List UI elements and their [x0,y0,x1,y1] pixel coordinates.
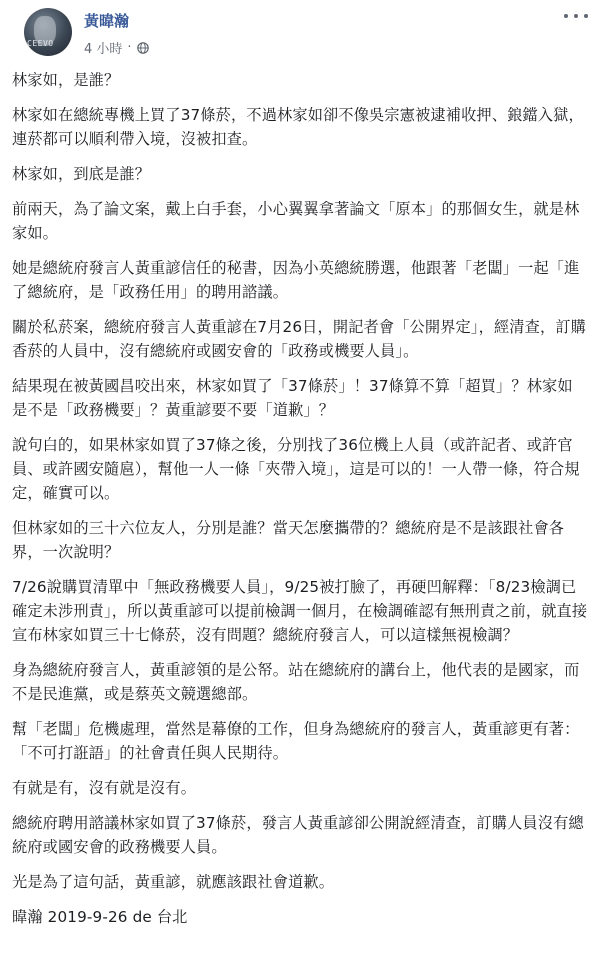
post-paragraph: 但林家如的三十六位友人，分別是誰？當天怎麼攜帶的？總統府是不是該跟社會各界，一次說明？ [12,519,565,561]
post-paragraph: 說句白的，如果林家如買了37條之後，分別找了36位機上人員（或許記者、或許官員、或許國安隨扈），幫他一人一條「夾帶入境」，這是可以的！一人帶一條，符合規定，確實可以。 [12,436,580,502]
post-signature: 暐瀚 2019-9-26 de 台北 [12,908,188,926]
globe-icon[interactable] [137,42,149,54]
post-paragraph: 林家如，是誰？ [12,71,120,89]
post-paragraph: 林家如在總統專機上買了37條菸，不過林家如卻不像吳宗憲被逮補收押、鋃鐺入獄，連菸都可以順利帶入境，沒被扣查。 [12,106,584,148]
post-meta [84,38,149,57]
post-header [12,0,588,64]
post-body [12,64,588,929]
post-timestamp[interactable]: 4 小時 [84,42,123,57]
author-name[interactable]: 黃暐瀚 [84,12,130,30]
post-paragraph: 身為總統府發言人，黃重諺領的是公帑。站在總統府的講台上，他代表的是國家，而不是民進黨，或是蔡英文競選總部。 [12,661,580,703]
post-paragraph: 結果現在被黃國昌咬出來，林家如買了「37條菸」！37條算不算「超買」？林家如是不是「政務機要」？黃重諺要不要「道歉」？ [12,377,573,419]
post-paragraph: 7/26說購買清單中「無政務機要人員」，9/25被打臉了，再硬凹解釋：「8/23檢調已確定未涉刑責」，所以黃重諺可以提前檢調一個月，在檢調確認有無刑責之前，就直接宣布林家如買三十七條菸，沒有問題？總統府發言人，可以這樣無視檢調？ [12,578,588,644]
post-paragraph: 前兩天，為了論文案，戴上白手套，小心翼翼拿著論文「原本」的那個女生，就是林家如。 [12,200,580,242]
avatar-caption: CEEVO [27,39,54,48]
post-paragraph: 林家如，到底是誰？ [12,165,151,183]
post-paragraph: 幫「老闆」危機處理，當然是幕僚的工作，但身為總統府的發言人，黃重諺更有著：「不可打誑語」的社會責任與人民期待。 [12,720,580,762]
meta-separator: · [127,40,132,55]
post-paragraph: 總統府聘用諮議林家如買了37條菸，發言人黃重諺卻公開說經清查，訂購人員沒有總統府或國安會的政務機要人員。 [12,814,584,856]
post-paragraph: 光是為了這句話，黃重諺，就應該跟社會道歉。 [12,873,335,891]
avatar[interactable] [24,8,72,56]
post-paragraph: 有就是有，沒有就是沒有。 [12,779,197,797]
post-paragraph: 她是總統府發言人黃重諺信任的秘書，因為小英總統勝選，他跟著「老闆」一起「進了總統府，是「政務任用」的聘用諮議。 [12,259,580,301]
post-paragraph: 關於私菸案，總統府發言人黃重諺在7月26日，開記者會「公開界定」，經清查，訂購香菸的人員中，沒有總統府或國安會的「政務或機要人員」。 [12,318,586,360]
more-options-icon[interactable] [564,8,588,24]
